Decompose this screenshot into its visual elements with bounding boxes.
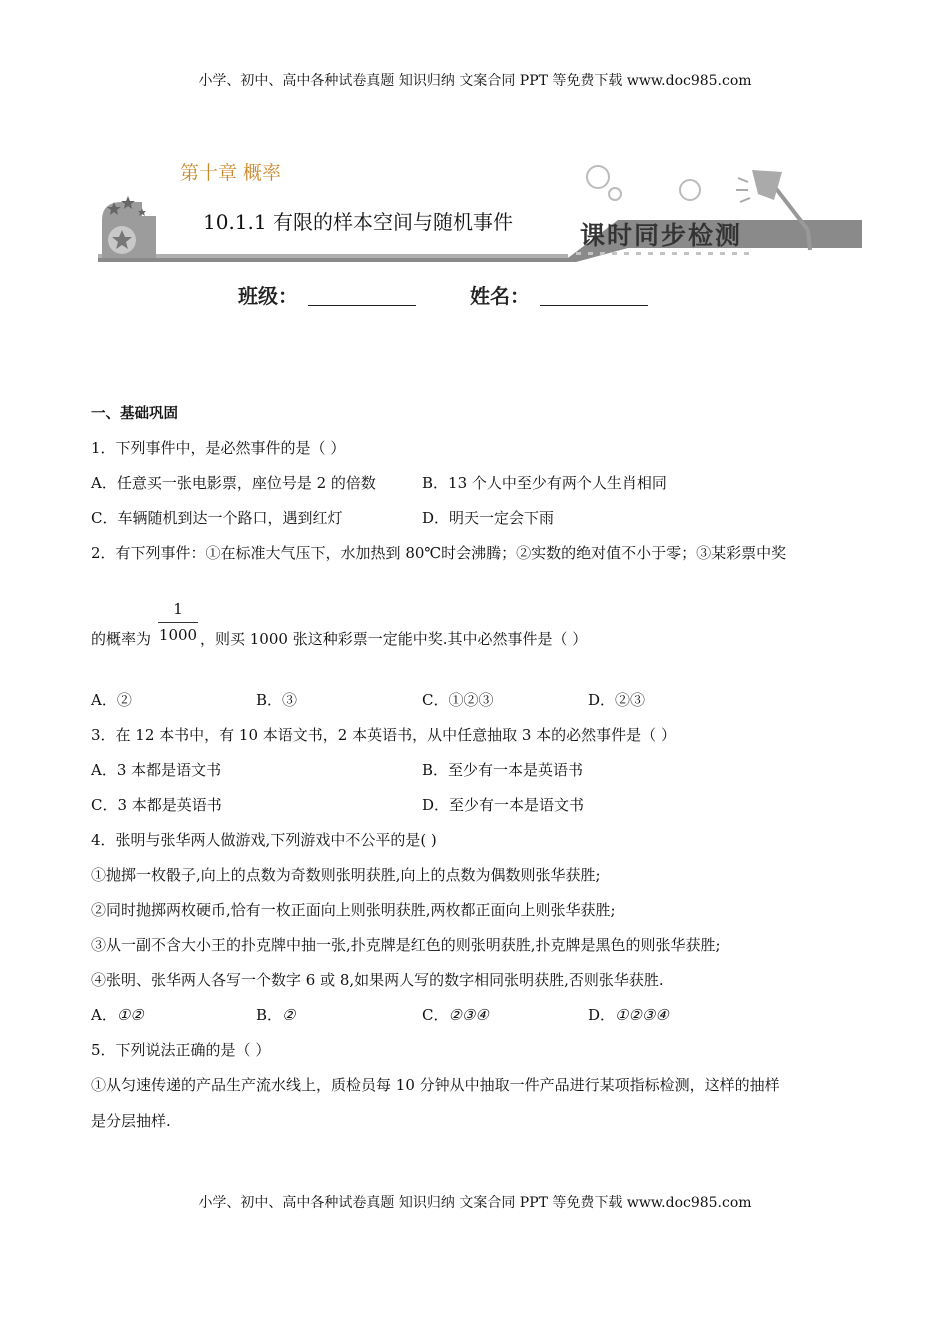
q4-option-b (256, 1004, 295, 1025)
lesson-title: 10.1.1 有限的样本空间与随机事件 (203, 210, 513, 234)
option-label: D． (588, 1006, 616, 1024)
option-label: B． (256, 1006, 283, 1024)
option-value: ①② (116, 1006, 144, 1024)
q2-option-a: A．② (91, 691, 132, 709)
q5-statement-1a: ①从匀速传递的产品生产流水线上，质检员每 10 分钟从中抽取一件产品进行某项指标检测，这样的抽样 (91, 1076, 780, 1094)
q1-option-c: C．车辆随机到达一个路口，遇到红灯 (91, 509, 343, 527)
q3-option-a: A．3 本都是语文书 (91, 761, 222, 779)
class-blank[interactable] (308, 287, 416, 306)
q4-statement-3: ③从一副不含大小王的扑克牌中抽一张,扑克牌是红色的则张明获胜,扑克牌是黑色的则张华获胜; (91, 936, 721, 954)
q4-statement-4: ④张明、张华两人各写一个数字 6 或 8,如果两人写的数字相同张明获胜,否则张华获胜. (91, 971, 664, 989)
name-blank[interactable] (540, 287, 648, 306)
option-value: ②③④ (448, 1006, 489, 1024)
q2-stem: 2．有下列事件：①在标准大气压下，水加热到 80℃时会沸腾；②实数的绝对值不小于零；③某彩票中奖 (91, 544, 787, 562)
page-footer: 小学、初中、高中各种试卷真题 知识归纳 文案合同 PPT 等免费下载 www.doc985.com (198, 1195, 752, 1211)
q2-option-d: D．②③ (588, 691, 646, 709)
fraction-bar (158, 622, 198, 623)
fraction-denominator: 1000 (158, 626, 198, 644)
fraction-numerator: 1 (173, 600, 183, 618)
page-header: 小学、初中、高中各种试卷真题 知识归纳 文案合同 PPT 等免费下载 www.doc985.com (198, 73, 752, 89)
class-label: 班级： (238, 284, 298, 308)
q3-option-b: B．至少有一本是英语书 (422, 761, 584, 779)
section-heading: 一、基础巩固 (91, 406, 178, 422)
q4-stem: 4．张明与张华两人做游戏,下列游戏中不公平的是( ) (91, 831, 437, 849)
chapter-title: 第十章 概率 (180, 162, 282, 184)
q5-stem: 5．下列说法正确的是（ ） (91, 1041, 271, 1059)
name-field (470, 280, 648, 309)
sync-test-badge: 课时同步检测 (580, 221, 743, 250)
q1-option-d: D．明天一定会下雨 (422, 509, 555, 527)
option-value: ② (282, 1006, 296, 1024)
q4-option-c (422, 1004, 489, 1025)
q3-option-c: C．3 本都是英语书 (91, 796, 222, 814)
q2-option-b: B．③ (256, 691, 298, 709)
q4-option-a (91, 1004, 144, 1025)
option-label: A． (91, 1006, 117, 1024)
q3-option-d: D．至少有一本是语文书 (422, 796, 585, 814)
q2-stem-post: ，则买 1000 张这种彩票一定能中奖.其中必然事件是（ ） (200, 630, 588, 648)
q3-stem: 3．在 12 本书中，有 10 本语文书，2 本英语书，从中任意抽取 3 本的必然事件是（ ） (91, 726, 676, 744)
q4-statement-1: ①抛掷一枚骰子,向上的点数为奇数则张明获胜,向上的点数为偶数则张华获胜; (91, 866, 601, 884)
q1-option-b: B．13 个人中至少有两个人生肖相同 (422, 474, 667, 492)
q2-stem-pre: 的概率为 (91, 630, 152, 648)
q5-statement-1b: 是分层抽样. (91, 1112, 171, 1130)
q1-option-a: A．任意买一张电影票，座位号是 2 的倍数 (91, 474, 376, 492)
option-value: ①②③④ (615, 1006, 669, 1024)
name-label: 姓名： (470, 284, 530, 308)
q4-option-d (588, 1004, 669, 1025)
class-field (238, 280, 416, 309)
q1-stem: 1．下列事件中，是必然事件的是（ ） (91, 439, 346, 457)
q2-fraction (158, 600, 198, 644)
q4-statement-2: ②同时抛掷两枚硬币,恰有一枚正面向上则张明获胜,两枚都正面向上则张华获胜; (91, 901, 616, 919)
q2-option-c: C．①②③ (422, 691, 494, 709)
option-label: C． (422, 1006, 449, 1024)
